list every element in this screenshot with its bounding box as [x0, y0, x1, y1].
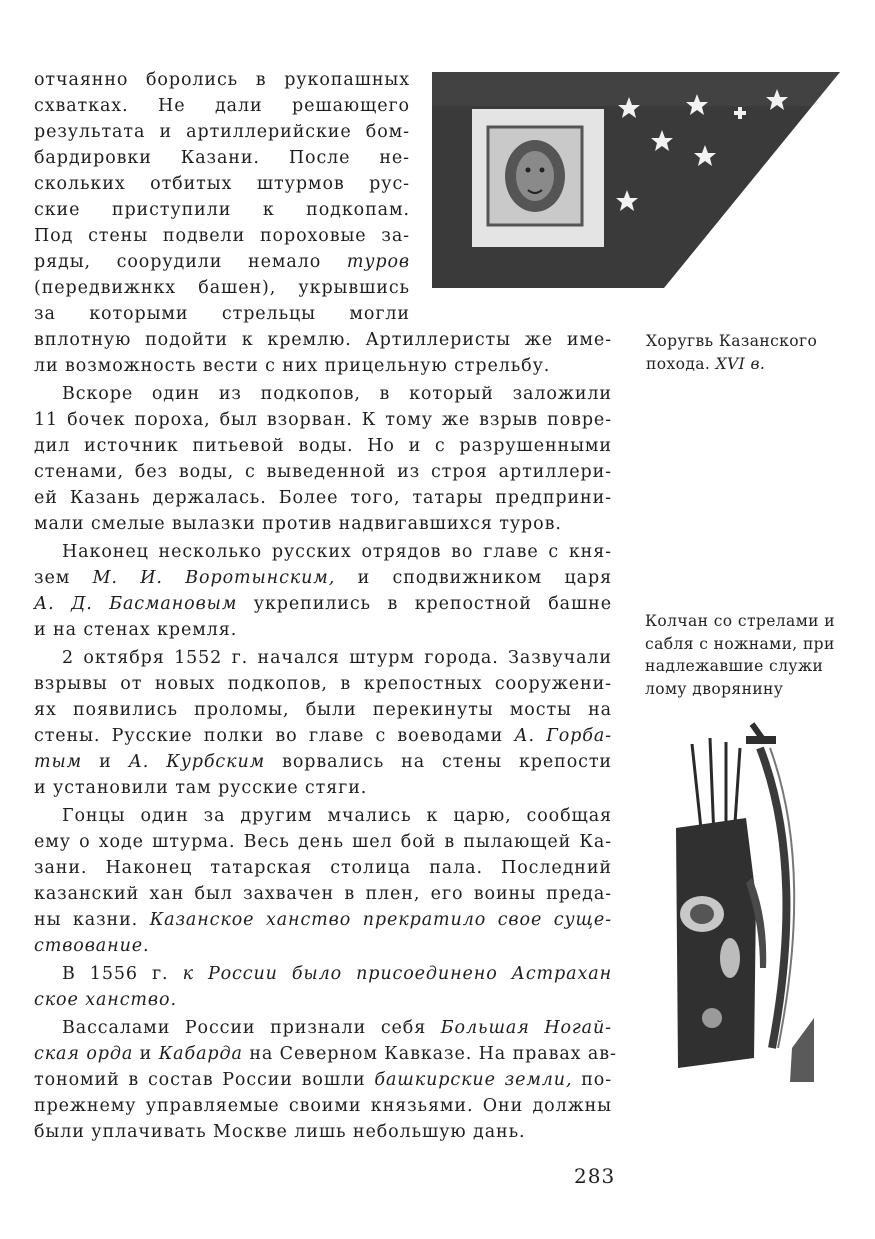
text-line: (передвижнкх башен), укрывшись [34, 278, 410, 298]
text-line: ские приступили к подкопам. [34, 200, 410, 220]
text-line: А. Д. Басмановым укрепились в крепостной башне [34, 594, 613, 614]
text-line: скольких отбитых штурмов рус- [34, 174, 410, 194]
text-line: и на стенах кремля. [34, 620, 238, 640]
text-line: стены. Русские полки во главе с воеводами А. Горба- [34, 726, 612, 746]
text-line: тым и А. Курбским ворвались на стены крепости [34, 752, 612, 772]
text-line: дил источник питьевой воды. Но и с разрушенными [34, 436, 612, 456]
text-line: зем М. И. Воротынским, и сподвижником царя [34, 568, 613, 588]
text-line: 11 бочек пороха, был взорван. К тому же взрыв повре- [34, 410, 612, 430]
page-number: 283 [574, 1164, 616, 1188]
text-line: бардировки Казани. После не- [34, 148, 410, 168]
text-line: Наконец несколько русских отрядов во главе с кня- [62, 542, 612, 562]
text-line: были уплачивать Москве лишь небольшую дань. [34, 1122, 526, 1142]
text-line: результата и артиллерийские бом- [34, 122, 410, 142]
text-line: В 1556 г. к России было присоединено Астрахан [62, 964, 612, 984]
banner-caption: Хоругвь Казанского похода. XVI в. [646, 332, 818, 373]
text-line: ская орда и Кабарда на Северном Кавказе. На правах ав- [34, 1044, 617, 1064]
text-line: схватках. Не дали решающего [34, 96, 410, 116]
quiver-caption: Колчан со стрелами и сабля с ножнами, при надлежавшие служи лому дворянину [645, 612, 835, 698]
text-line: Гонцы один за другим мчались к царю, сообщая [62, 806, 612, 826]
text-line: стенами, без воды, с выведенной из строя артиллери- [34, 462, 612, 482]
text-line: ствование. [34, 936, 150, 956]
text-line: ли возможность вести с них прицельную стрельбу. [34, 356, 551, 376]
text-line: ей Казань держалась. Более того, татары предприни- [34, 488, 612, 508]
text-line: 2 октября 1552 г. начался штурм города. Зазвучали [62, 648, 612, 668]
text-line: ях появились проломы, были перекинуты мосты на [34, 700, 612, 720]
text-line: Вскоре один из подкопов, в который заложили [62, 384, 612, 404]
text-line: казанский хан был захвачен в плен, его воины преда- [34, 884, 612, 904]
text-line: ему о ходе штурма. Весь день шел бой в пылающей Ка- [34, 832, 612, 852]
text-line: и установили там русские стяги. [34, 778, 368, 798]
text-line: прежнему управляемые своими князьями. Они должны [34, 1096, 612, 1116]
text-line: отчаянно боролись в рукопашных [34, 70, 410, 90]
text-line: ряды, соорудили немало туров [34, 252, 410, 272]
text-line: вплотную подойти к кремлю. Артиллеристы же име- [34, 330, 612, 350]
quiver-body [676, 818, 756, 1068]
text-line: тономий в состав России вошли башкирские земли, по- [34, 1070, 613, 1090]
quiver-sabre-image [668, 718, 814, 1082]
banner-image [432, 72, 840, 288]
text-line: за которыми стрельцы могли [34, 304, 410, 324]
text-line: мали смелые вылазки против надвигавшихся туров. [34, 514, 562, 534]
text-line: Вассалами России признали себя Большая Ногай- [62, 1018, 612, 1038]
text-line: Под стены подвели пороховые за- [34, 226, 410, 246]
text-line: зани. Наконец татарская столица пала. Последний [34, 858, 612, 878]
text-line: ское ханство. [34, 990, 177, 1010]
text-line: ны казни. Казанское ханство прекратило свое суще- [34, 910, 612, 930]
text-line: взрывы от новых подкопов, в крепостных сооружени- [34, 674, 612, 694]
